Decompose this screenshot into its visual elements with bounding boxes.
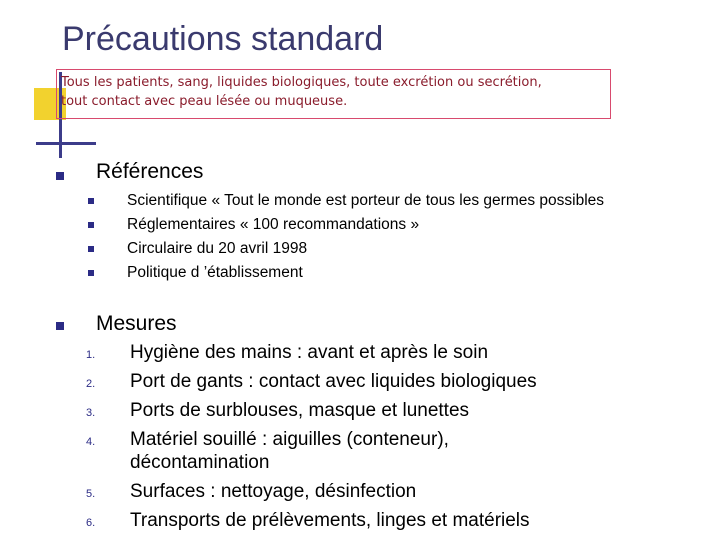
list-item [88,214,604,238]
callout-box [56,69,611,119]
list-number: 5. [86,488,96,500]
callout-line-2: tout contact avec peau lésée ou muqueuse. [61,94,348,109]
section-bullet-icon [56,322,64,330]
list-item-text: Transports de prélèvements, linges et matériels [130,510,530,531]
slide-title: Précautions standard [62,20,384,58]
list-item-text: Circulaire du 20 avril 1998 [127,240,308,257]
list-item [86,341,550,364]
list-item-text: Politique d ’établissement [127,264,303,281]
list-item-text: Réglementaires « 100 recommandations » [127,216,420,233]
list-item-text: Scientifique « Tout le monde est porteur de tous les germes possibles [127,192,605,209]
list-item-text: Surfaces : nettoyage, désinfection [130,481,417,502]
list-number: 3. [86,407,96,419]
list-item [86,428,550,474]
list-item-text: Hygiène des mains : avant et après le soin [130,342,489,363]
list-number: 1. [86,349,96,361]
accent-horizontal-line [36,142,96,145]
section-heading-mesures: Mesures [96,312,177,335]
list-item [86,370,550,393]
references-list [88,190,604,286]
bullet-icon [88,246,94,252]
bullet-icon [88,222,94,228]
list-item [88,262,604,286]
list-item [88,238,604,262]
bullet-icon [88,270,94,276]
list-item [86,480,550,503]
list-number: 4. [86,436,96,448]
list-item-text: Matériel souillé : aiguilles (conteneur), décontamination [130,429,449,473]
list-item [88,190,604,214]
list-item [86,399,550,422]
bullet-icon [88,198,94,204]
list-item [86,509,550,532]
list-number: 6. [86,517,96,529]
callout-line-1: Tous les patients, sang, liquides biologiques, toute excrétion ou secrétion, [61,75,542,90]
mesures-list [86,341,550,538]
list-number: 2. [86,378,96,390]
section-bullet-icon [56,172,64,180]
list-item-text: Port de gants : contact avec liquides biologiques [130,371,537,392]
section-heading-references: Références [96,160,204,183]
list-item-text: Ports de surblouses, masque et lunettes [130,400,470,421]
